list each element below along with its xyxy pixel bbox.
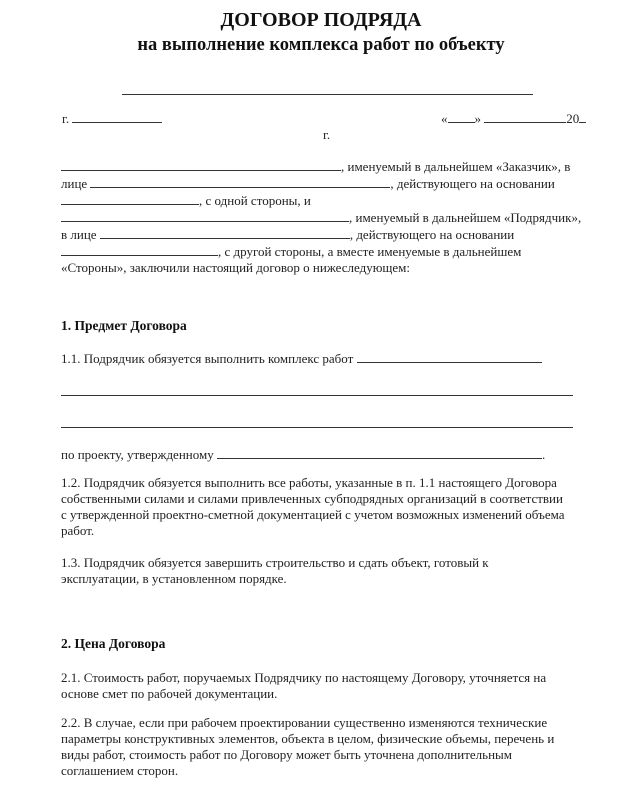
preamble-line: , именуемый в дальнейшем «Заказчик», в: [61, 158, 601, 175]
date-open-quote: «: [441, 111, 448, 126]
city-suffix: г.: [323, 127, 331, 142]
clause-1-3: 1.3. Подрядчик обязуется завершить строительство и сдать объект, готовый к эксплуатации, в установленном порядке.: [61, 555, 489, 586]
clause-2-2: 2.2. В случае, если при рабочем проектировании существенно изменяются технические параметры конструктивных элементов, объекта в целом, физические объемы, перечень и виды работ, стоимость работ по Договору может быть уточнена дополнительным соглашением сторон.: [61, 715, 555, 778]
document-subtitle: на выполнение комплекса работ по объекту: [137, 35, 505, 55]
date-close-quote: »: [474, 111, 481, 126]
city-row: [62, 110, 162, 127]
object-name-field[interactable]: [122, 94, 533, 95]
preamble: [61, 158, 601, 276]
day-field[interactable]: [448, 110, 475, 123]
year-prefix: 20: [566, 111, 580, 126]
clause-1-1: 1.1. Подрядчик обязуется выполнить комплекс работ: [61, 350, 542, 367]
preamble-line: лице , действующего на основании: [61, 176, 555, 191]
clause-1-2: 1.2. Подрядчик обязуется выполнить все работы, указанные в п. 1.1 настоящего Договора собственными силами и силами привлеченных субподрядных организаций в соответствии с утвержденной проектно-сметной документацией с учетом возможных изменений объема работ.: [61, 475, 565, 538]
city-prefix: г.: [62, 111, 70, 126]
works-scope-line-3[interactable]: [61, 427, 573, 428]
preamble-line: «Стороны», заключили настоящий договор о нижеследующем:: [61, 260, 411, 275]
customer-representative-field[interactable]: [90, 175, 390, 188]
customer-basis-field[interactable]: [61, 192, 199, 205]
city-field[interactable]: [72, 110, 162, 123]
works-scope-line-2[interactable]: [61, 395, 573, 396]
section-heading: 1. Предмет Договора: [61, 318, 187, 333]
preamble-line: , именуемый в дальнейшем «Подрядчик»,: [61, 209, 601, 226]
date-row: [441, 110, 586, 127]
document-title: ДОГОВОР ПОДРЯДА: [220, 9, 422, 31]
year-field[interactable]: [579, 110, 586, 123]
preamble-line: в лице , действующего на основании: [61, 227, 515, 242]
month-field[interactable]: [484, 110, 566, 123]
project-approved-by-field[interactable]: [217, 446, 542, 459]
preamble-line: , с другой стороны, а вместе именуемые в дальнейшем: [61, 243, 601, 260]
preamble-line: , с одной стороны, и: [61, 192, 601, 209]
works-scope-field[interactable]: [357, 350, 542, 363]
contractor-basis-field[interactable]: [61, 243, 218, 256]
clause-1-1-project: по проекту, утвержденному .: [61, 447, 546, 462]
section-heading: 2. Цена Договора: [61, 636, 166, 651]
clause-2-1: 2.1. Стоимость работ, поручаемых Подрядчику по настоящему Договору, уточняется на основе смет по рабочей документации.: [61, 670, 547, 701]
customer-name-field[interactable]: [61, 158, 341, 171]
contractor-representative-field[interactable]: [100, 226, 350, 239]
contractor-name-field[interactable]: [61, 209, 349, 222]
